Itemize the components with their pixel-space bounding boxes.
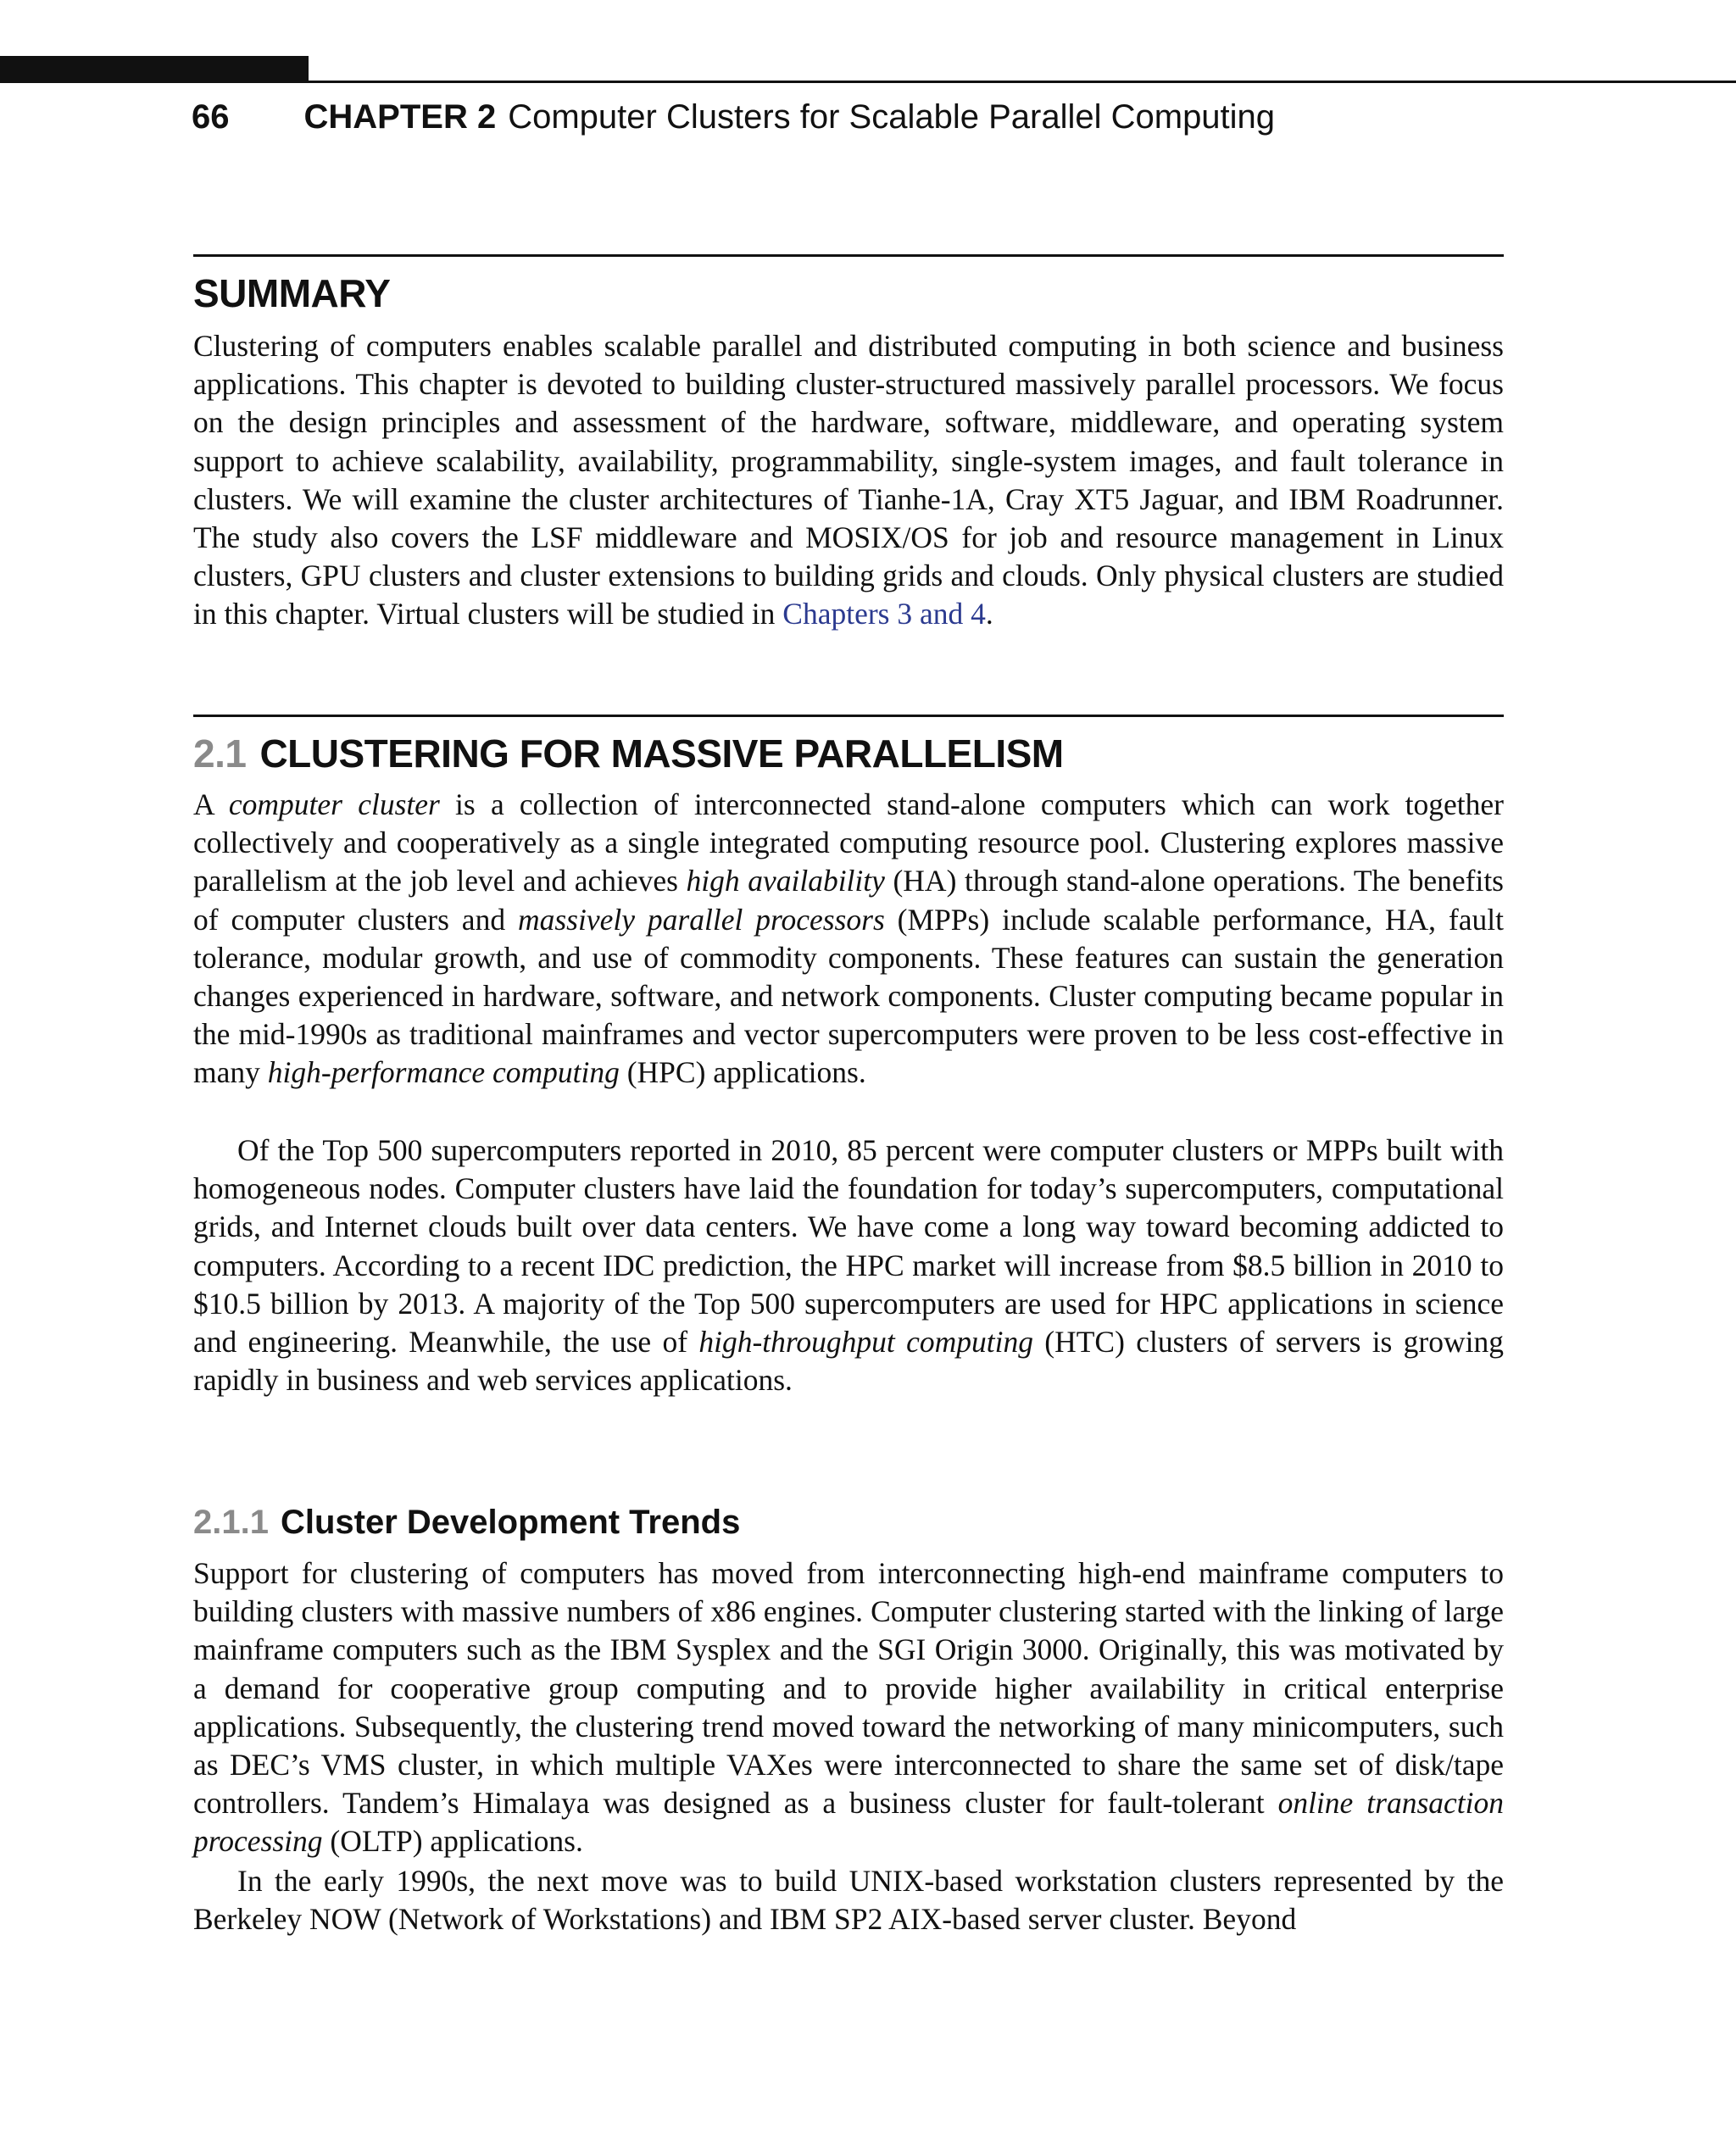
chapter-title: Computer Clusters for Scalable Parallel Computing xyxy=(508,98,1276,136)
section-2-1-paragraph-2 xyxy=(193,1132,1504,1399)
section-number: 2.1 xyxy=(193,731,247,776)
summary-heading xyxy=(193,270,390,317)
running-header xyxy=(192,95,1275,139)
text-run: (HA) through stand-alone operations. The benefits of computer clusters and xyxy=(193,864,1504,937)
text-run: In the early 1990s, the next move was to build UNIX-based workstation clusters represented by the Berkeley NOW (Network of Workstations) and IBM SP2 AIX-based server cluster. Beyond xyxy=(193,1864,1504,1937)
italic-term: online transaction processing xyxy=(193,1786,1504,1859)
text-run: (HTC) clusters of servers is growing rapidly in business and web services applications. xyxy=(193,1325,1504,1398)
italic-term: high-throughput computing xyxy=(698,1325,1033,1360)
text-run: is a collection of interconnected stand-alone computers which can work together collectively and cooperatively as a single integrated computing resource pool. Clustering explores massive parallelism at the job level and achieves xyxy=(193,787,1504,898)
summary-rule xyxy=(193,254,1504,257)
section-title: CLUSTERING FOR MASSIVE PARALLELISM xyxy=(259,731,1064,776)
summary-heading-text: SUMMARY xyxy=(193,271,391,315)
section-2-1-1-paragraph-1 xyxy=(193,1554,1504,1861)
summary-paragraph xyxy=(193,327,1504,634)
text-run: A xyxy=(193,787,229,821)
section-2-1-rule xyxy=(193,715,1504,717)
page-number: 66 xyxy=(192,98,230,136)
subsection-number: 2.1.1 xyxy=(193,1504,269,1541)
summary-text-end: . xyxy=(985,597,993,631)
subsection-title: Cluster Development Trends xyxy=(280,1504,741,1541)
section-2-1-1-heading xyxy=(193,1501,740,1543)
section-2-1-paragraph-1 xyxy=(193,786,1504,1093)
italic-term: high-performance computing xyxy=(267,1055,620,1090)
text-run: Of the Top 500 supercomputers reported in 2010, 85 percent were computer clusters or MPPs built with homogeneous nodes. Computer clusters have laid the foundation for today’s supercomputers, computational grids, and Internet clouds built over data centers. We have come a long way toward becoming addicted to computers. According to a recent IDC prediction, the HPC market will increase from $8.5 billion in 2010 to $10.5 billion by 2013. A majority of the Top 500 supercomputers are used for HPC applications in science and engineering. Meanwhile, the use of xyxy=(193,1133,1504,1360)
section-2-1-heading xyxy=(193,730,1064,777)
chapter-label: CHAPTER 2 xyxy=(303,98,497,136)
section-2-1-1-paragraph-2 xyxy=(193,1862,1504,1938)
text-run: (HPC) applications. xyxy=(619,1055,866,1090)
text-run: Support for clustering of computers has moved from interconnecting high-end mainframe computers to building clusters with massive numbers of x86 engines. Computer clustering started with the linking of large mainframe computers such as the IBM Sysplex and the SGI Origin 3000. Originally, this was motivated by a demand for cooperative group computing and to provide higher availability in critical enterprise applications. Subsequently, the clustering trend moved toward the networking of many minicomputers, such as DEC’s VMS cluster, in which multiple VAXes were interconnected to share the same set of disk/tape controllers. Tandem’s Himalaya was designed as a business cluster for fault-tolerant xyxy=(193,1556,1504,1821)
italic-term: massively parallel processors xyxy=(517,902,885,937)
header-rule xyxy=(309,81,1736,83)
italic-term: high availability xyxy=(686,864,885,898)
text-run: (MPPs) include scalable performance, HA, fault tolerance, modular growth, and use of commodity components. These features can sustain the generation changes experienced in hardware, software, and network components. Cluster computing became popular in the mid-1990s as traditional mainframes and vector supercomputers were proven to be less cost-effective in many xyxy=(193,902,1504,1090)
chapters-3-4-link[interactable]: Chapters 3 and 4 xyxy=(782,597,986,631)
summary-text: Clustering of computers enables scalable parallel and distributed computing in both science and business applications. This chapter is devoted to building cluster-structured massively parallel processors. We focus on the design principles and assessment of the hardware, software, middleware, and operating system support to achieve scalability, availability, programmability, single-system images, and fault tolerance in clusters. We will examine the cluster architectures of Tianhe-1A, Cray XT5 Jaguar, and IBM Roadrunner. The study also covers the LSF middleware and MOSIX/OS for job and resource management in Linux clusters, GPU clusters and cluster extensions to building grids and clouds. Only physical clusters are studied in this chapter. Virtual clusters will be studied in xyxy=(193,329,1504,631)
text-run: (OLTP) applications. xyxy=(322,1824,583,1859)
italic-term: computer cluster xyxy=(228,787,440,821)
header-black-bar xyxy=(0,56,309,83)
